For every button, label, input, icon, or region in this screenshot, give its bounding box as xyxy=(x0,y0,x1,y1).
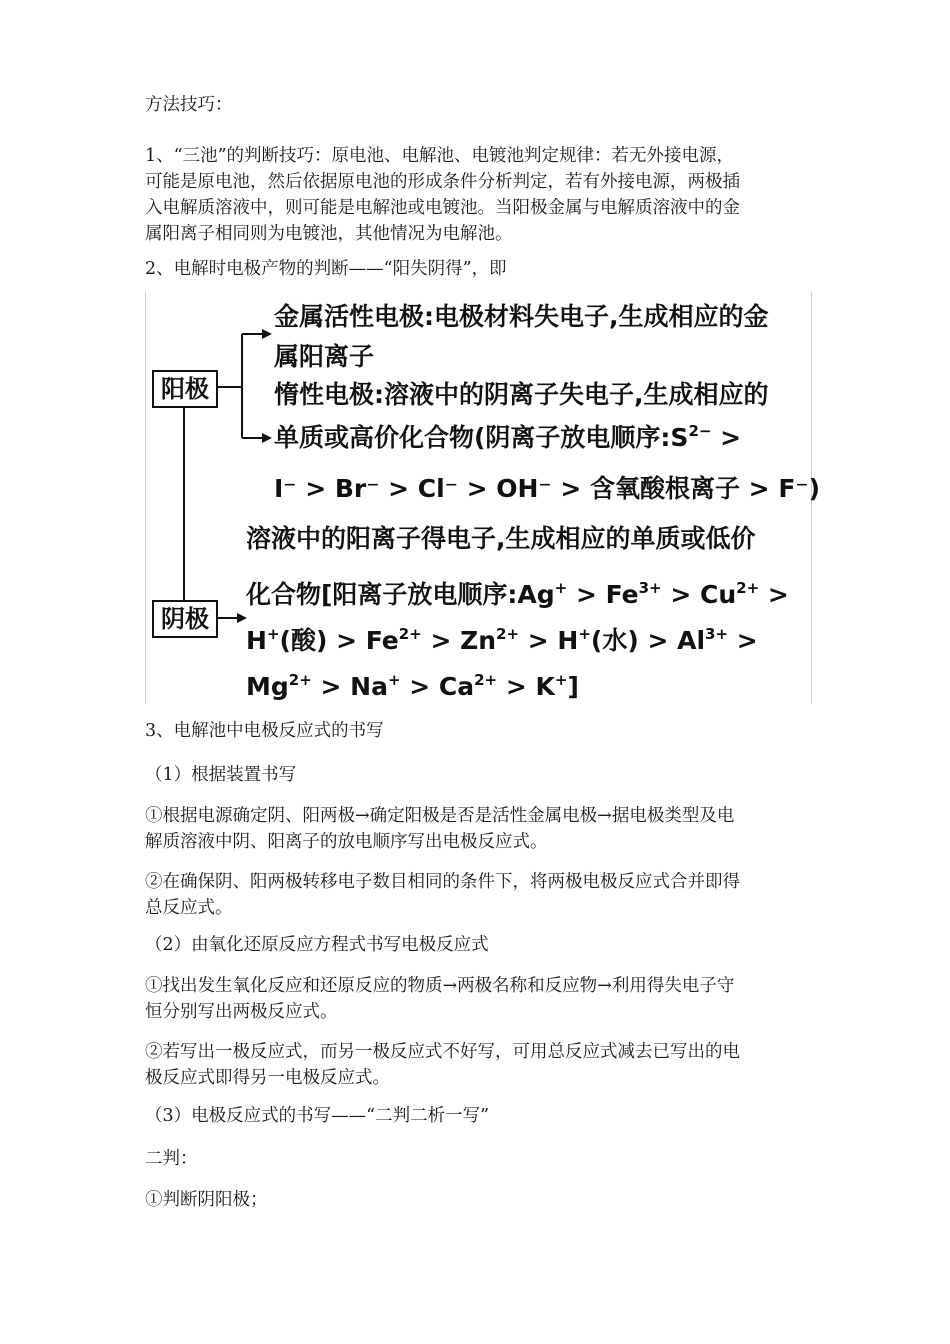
electrode-product-diagram xyxy=(145,292,821,704)
cathode-line-1: 溶液中的阳离子得电子,生成相应的单质或低价 xyxy=(246,524,756,553)
cathode-line-3: H+(酸) > $Fe^{2+} > Zn^{2+} > H^+$(水) > $Al^{3+}$ > xyxy=(246,625,758,655)
paragraph-step-1b: ②在确保阴、阳两极转移电子数目相同的条件下，将两极电极反应式合并即得 总反应式。 xyxy=(145,872,740,918)
paragraph-step-2b: ②若写出一极反应式，而另一极反应式不好写，可用总反应式减去已写出的电 极反应式即得另一电极反应式。 xyxy=(145,1042,740,1088)
paragraph-by-redox: （2）由氧化还原反应方程式书写电极反应式 xyxy=(145,935,489,955)
cathode-line-2: 化合物[阳离子放电顺序:Ag+ > $Fe^{3+} > Cu^{2+}$ > xyxy=(246,579,789,609)
paragraph-three-cells: 1、“三池”的判断技巧：原电池、电解池、电镀池判定规律：若无外接电源， 可能是原电池，然后依据原电池的形成条件分析判定，若有外接电源，两极插 入电解质溶液中，则可能是电解池或电镀池。当阳极金属与电解质溶液中的金 属阳离子相同则为电镀池，其他情况为电解池。 xyxy=(145,146,740,244)
paragraph-electrode-products: 2、电解时电极产物的判断——“阳失阴得”，即 xyxy=(145,259,507,279)
paragraph-two-judgments: 二判： xyxy=(145,1149,198,1169)
anode-line-2: 属阳离子 xyxy=(274,342,375,371)
paragraph-step-2a: ①找出发生氧化反应和还原反应的物质→两极名称和反应物→利用得失电子守 恒分别写出两极反应式。 xyxy=(145,976,735,1022)
section-heading: 方法技巧： xyxy=(145,95,233,115)
paragraph-by-device: （1）根据装置书写 xyxy=(145,765,297,785)
cathode-line-4: $Mg^{2+} > Na^+ > Ca^{2+} > K^+$] xyxy=(246,671,579,701)
anode-line-1: 金属活性电极:电极材料失电子,生成相应的金 xyxy=(274,302,769,331)
anode-line-4: 单质或高价化合物(阴离子放电顺序$:S^{2-}$ > xyxy=(274,422,742,452)
anode-label: 阳极 xyxy=(152,370,218,408)
paragraph-judge-poles: ①判断阴阳极； xyxy=(145,1190,268,1210)
anode-line-3: 惰性电极:溶液中的阴离子失电子,生成相应的 xyxy=(274,380,769,409)
paragraph-electrode-equations: 3、电解池中电极反应式的书写 xyxy=(145,721,384,741)
paragraph-writing-method: （3）电极反应式的书写——“二判二析一写” xyxy=(145,1106,490,1126)
cathode-label: 阴极 xyxy=(152,600,218,638)
anode-line-5: I⁻ > Br⁻ > Cl⁻ > OH⁻ > 含氧酸根离子 > F⁻) xyxy=(274,474,821,503)
paragraph-step-1a: ①根据电源确定阴、阳两极→确定阳极是否是活性金属电极→据电极类型及电 解质溶液中阴、阳离子的放电顺序写出电极反应式。 xyxy=(145,806,735,852)
